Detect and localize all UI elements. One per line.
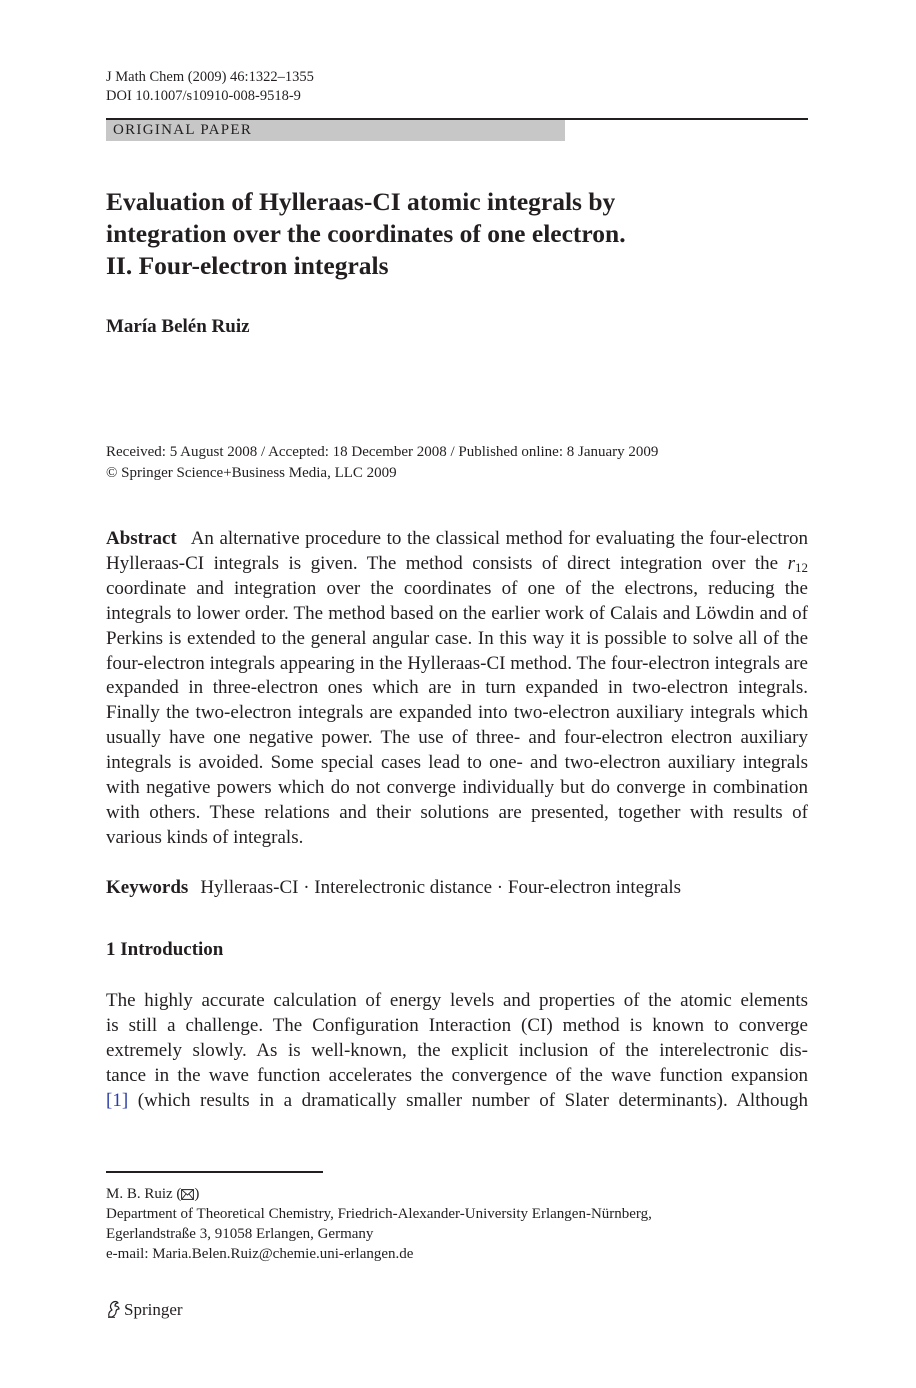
keywords-label: Keywords [106,877,189,898]
abstract [106,527,808,851]
title-line-3: II. Four-electron integrals [106,251,389,280]
paper-title [106,186,808,282]
intro-line-3: extremely slowly. As is well-known, the explicit inclusion of the interelectronic dis- [106,1040,808,1061]
paper-page [106,0,808,1388]
intro-line-4: tance in the wave function accelerates the convergence of the wave function expansion [106,1065,808,1086]
footnote-affiliation-2: Egerlandstraße 3, 91058 Erlangen, Germany [106,1226,374,1242]
intro-line-2: is still a challenge. The Configuration Interaction (CI) method is known to converge [106,1015,808,1036]
abstract-text-1: An alternative procedure to the classical method for evaluating the four-electron Hylleraas-CI integrals is given. The method consists of direct integration over the [106,528,808,574]
footnote-rule [106,1171,323,1173]
keywords [106,875,681,901]
abstract-text-2: coordinate and integration over the coordinates of one of the electrons, reducing the integrals to lower order. The method based on the earlier work of Calais and Löwdin and of Perkins is extended to the general angular case. In this way it is possible to solve all of the four-electron integrals appearing in the Hylleraas-CI method. The four-electron integrals are expanded in three-electron ones which are in turn expanded in two-electron integrals. Finally the two-electron integrals are expanded into two-electron auxiliary integrals which usually have one negative power. The use of three- and four-electron electron auxiliary integrals is avoided. Some special cases lead to one- and two-electron auxiliary integrals with negative powers which do not converge individually but do converge in combination with others. These relations and their solutions are presented, together with results of various kinds of integrals. [106,577,808,848]
paper-type-banner [106,120,565,141]
author-name: María Belén Ruiz [106,316,250,337]
date-history: Received: 5 August 2008 / Accepted: 18 December 2008 / Published online: 8 January 2009 [106,444,659,460]
doi: DOI 10.1007/s10910-008-9518-9 [106,88,301,104]
abstract-variable-subscript: 12 [795,559,808,575]
title-line-1: Evaluation of Hylleraas-CI atomic integrals by [106,187,616,216]
paper-type-label: ORIGINAL PAPER [113,122,253,138]
footnote-affiliation-1: Department of Theoretical Chemistry, Friedrich-Alexander-University Erlangen-Nürnberg, [106,1206,652,1222]
intro-line-5-text: (which results in a dramatically smaller number of Slater determinants). Although [128,1090,808,1111]
intro-line-1: The highly accurate calculation of energy levels and properties of the atomic elements [106,990,808,1011]
journal-citation: J Math Chem (2009) 46:1322–1355 [106,69,314,85]
footnote-email: e-mail: Maria.Belen.Ruiz@chemie.uni-erlangen.de [106,1246,414,1262]
abstract-variable: r [787,552,795,574]
footnote-author-close: ) [194,1186,200,1202]
keywords-text: Hylleraas-CI · Interelectronic distance · Four-electron integrals [200,877,682,898]
publication-dates [106,442,658,484]
copyright: © Springer Science+Business Media, LLC 2009 [106,465,397,481]
envelope-icon [181,1189,194,1200]
footnote-author [106,1184,652,1204]
publisher-name: Springer [124,1300,183,1319]
author-footnote [106,1184,652,1264]
section-heading-introduction: 1 Introduction [106,939,224,960]
springer-horse-icon [106,1300,121,1318]
journal-meta [106,68,314,106]
footnote-author-name: M. B. Ruiz ( [106,1186,182,1202]
title-line-2: integration over the coordinates of one electron. [106,219,626,248]
intro-line-5 [106,1088,808,1113]
citation-link-1[interactable]: [1] [106,1090,129,1111]
introduction-paragraph [106,988,808,1113]
abstract-label: Abstract [106,528,177,549]
publisher-mark [106,1298,183,1322]
